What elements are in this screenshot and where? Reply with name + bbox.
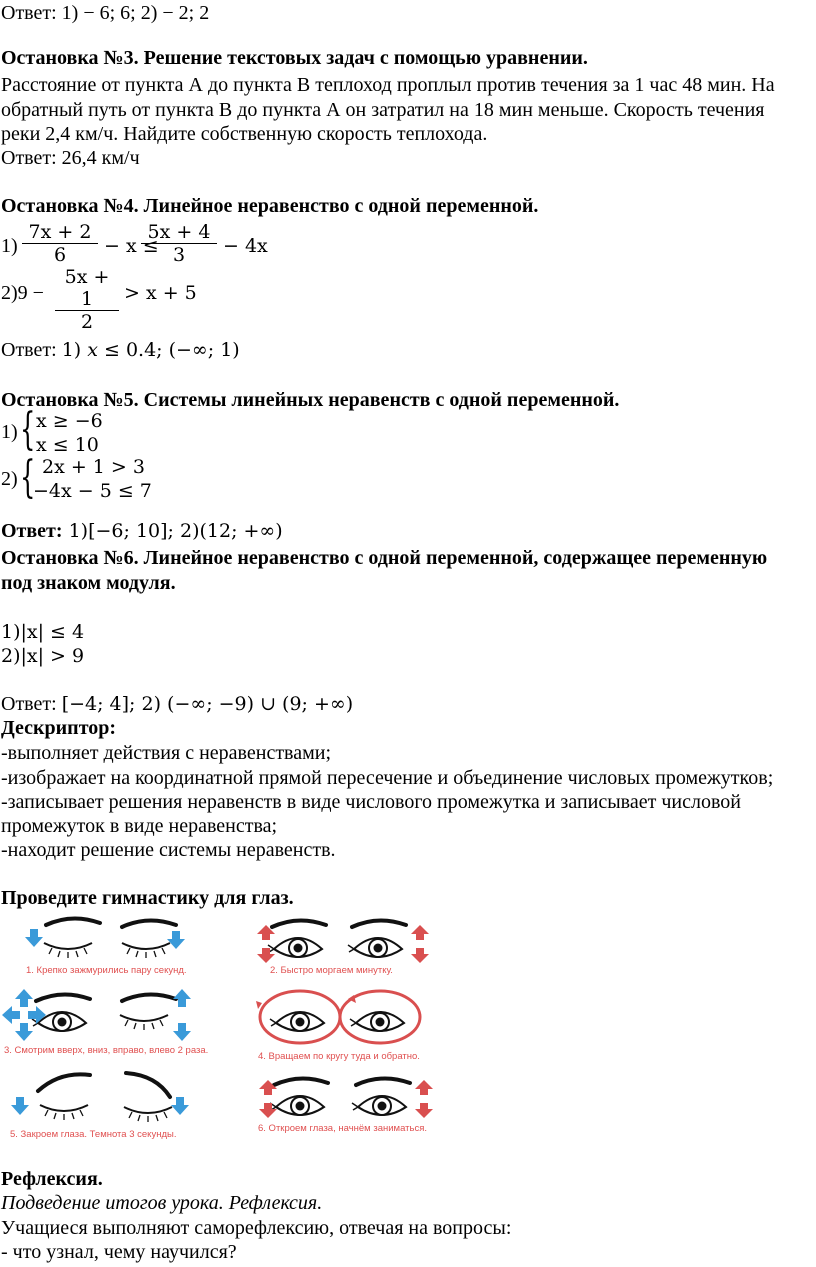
stop5-sys2-label: 2)	[1, 468, 18, 490]
stop5-sys1-a: x ≥ −6	[36, 410, 103, 432]
stop4-ex1-fraction2	[141, 221, 217, 266]
reflection-title: Рефлексия.	[1, 1168, 103, 1190]
descriptor-item: -изображает на координатной прямой пересечение и объединение числовых промежутков;	[1, 767, 774, 789]
exercise-5-close-eyes	[10, 1073, 189, 1140]
stop4-ex1-end: − 4x	[223, 235, 268, 257]
stop3-text-line3: реки 2,4 км/ч. Найдите собственную скорость теплохода.	[1, 123, 488, 145]
stop4-answer: Ответ: 1) 𝑥 ≤ 0.4; (−∞; 1)	[1, 339, 240, 361]
exercise-1-squeeze-eyes	[25, 918, 187, 976]
gym-caption: 2. Быстро моргаем минутку.	[270, 965, 393, 976]
reflection-line2: - что узнал, чему научился?	[1, 1241, 237, 1263]
stop5-sys2-b: −4x − 5 ≤ 7	[33, 480, 152, 502]
stop6-ex2: 2)|x| > 9	[1, 645, 85, 667]
stop3-answer: Ответ: 26,4 км/ч	[1, 147, 140, 169]
fraction-numerator: 5x + 4	[147, 221, 211, 243]
stop5-sys1-b: x ≤ 10	[36, 434, 99, 456]
descriptor-item: -находит решение системы неравенств.	[1, 839, 336, 861]
stop5-title: Остановка №5. Системы линейных неравенств с одной переменной.	[1, 389, 620, 411]
stop5-sys1-label: 1)	[1, 421, 18, 443]
reflection-line1: Учащиеся выполняют саморефлексию, отвечая на вопросы:	[1, 1217, 512, 1239]
gym-title: Проведите гимнастику для глаз.	[1, 887, 294, 909]
previous-answer: Ответ: 1) − 6; 6; 2) − 2; 2	[1, 2, 210, 24]
fraction-numerator: 7x + 2	[28, 221, 92, 243]
descriptor-item: -записывает решения неравенств в виде числового промежутка и записывает числовой	[1, 791, 741, 813]
stop4-ex1-middle: − x ≤	[104, 235, 159, 257]
gym-caption: 6. Откроем глаза, начнём заниматься.	[258, 1123, 427, 1134]
exercise-3-look-directions	[2, 989, 208, 1056]
stop6-ex1: 1)|x| ≤ 4	[1, 621, 85, 643]
stop6-title-line2: под знаком модуля.	[1, 572, 176, 594]
stop5-sys2-a: 2x + 1 > 3	[42, 456, 145, 478]
stop3-text-line1: Расстояние от пункта А до пункта В теплоход проплыл против течения за 1 час 48 мин. На	[1, 74, 775, 96]
left-brace: {	[20, 452, 36, 503]
gym-caption: 1. Крепко зажмурились пару секунд.	[26, 965, 187, 976]
eye-gymnastics-illustration	[0, 915, 450, 1143]
descriptor-item: промежуток в виде неравенства;	[1, 815, 278, 837]
fraction-denominator: 3	[141, 243, 217, 266]
exercise-6-open-eyes	[258, 1078, 433, 1134]
fraction-denominator: 6	[22, 243, 98, 266]
gym-caption: 3. Смотрим вверх, вниз, вправо, влево 2 раза.	[4, 1045, 209, 1056]
fraction-numerator: 5x + 1	[64, 266, 110, 310]
descriptor-title: Дескриптор:	[1, 717, 117, 739]
reflection-subtitle: Подведение итогов урока. Рефлексия.	[1, 1192, 323, 1214]
stop3-text-line2: обратный путь от пункта В до пункта А он затратил на 18 мин меньше. Скорость течения	[1, 99, 765, 121]
gym-caption: 4. Вращаем по кругу туда и обратно.	[258, 1051, 420, 1062]
stop6-answer: Ответ: [−4; 4]; 2) (−∞; −9) ∪ (9; +∞)	[1, 693, 354, 715]
stop5-answer: Ответ: 1)[−6; 10]; 2)(12; +∞)	[1, 520, 283, 542]
left-brace: {	[20, 404, 36, 455]
fraction-denominator: 2	[55, 310, 119, 333]
stop4-ex1-label: 1)	[1, 235, 18, 257]
stop3-title: Остановка №3. Решение текстовых задач с помощью уравнении.	[1, 47, 588, 69]
stop4-ex2-fraction	[55, 266, 119, 333]
stop6-title-line1: Остановка №6. Линейное неравенство с одной переменной, содержащее переменную	[1, 547, 768, 569]
descriptor-item: -выполняет действия с неравенствами;	[1, 742, 332, 764]
exercise-4-rotate-eyes	[256, 991, 420, 1062]
exercise-2-blink	[257, 920, 429, 976]
gym-caption: 5. Закроем глаза. Темнота 3 секунды.	[10, 1129, 177, 1140]
stop4-title: Остановка №4. Линейное неравенство с одной переменной.	[1, 195, 539, 217]
stop4-ex2-label: 2)9 −	[1, 282, 44, 304]
stop4-ex2-end: > x + 5	[124, 282, 197, 304]
stop4-ex1-fraction1	[22, 221, 98, 266]
